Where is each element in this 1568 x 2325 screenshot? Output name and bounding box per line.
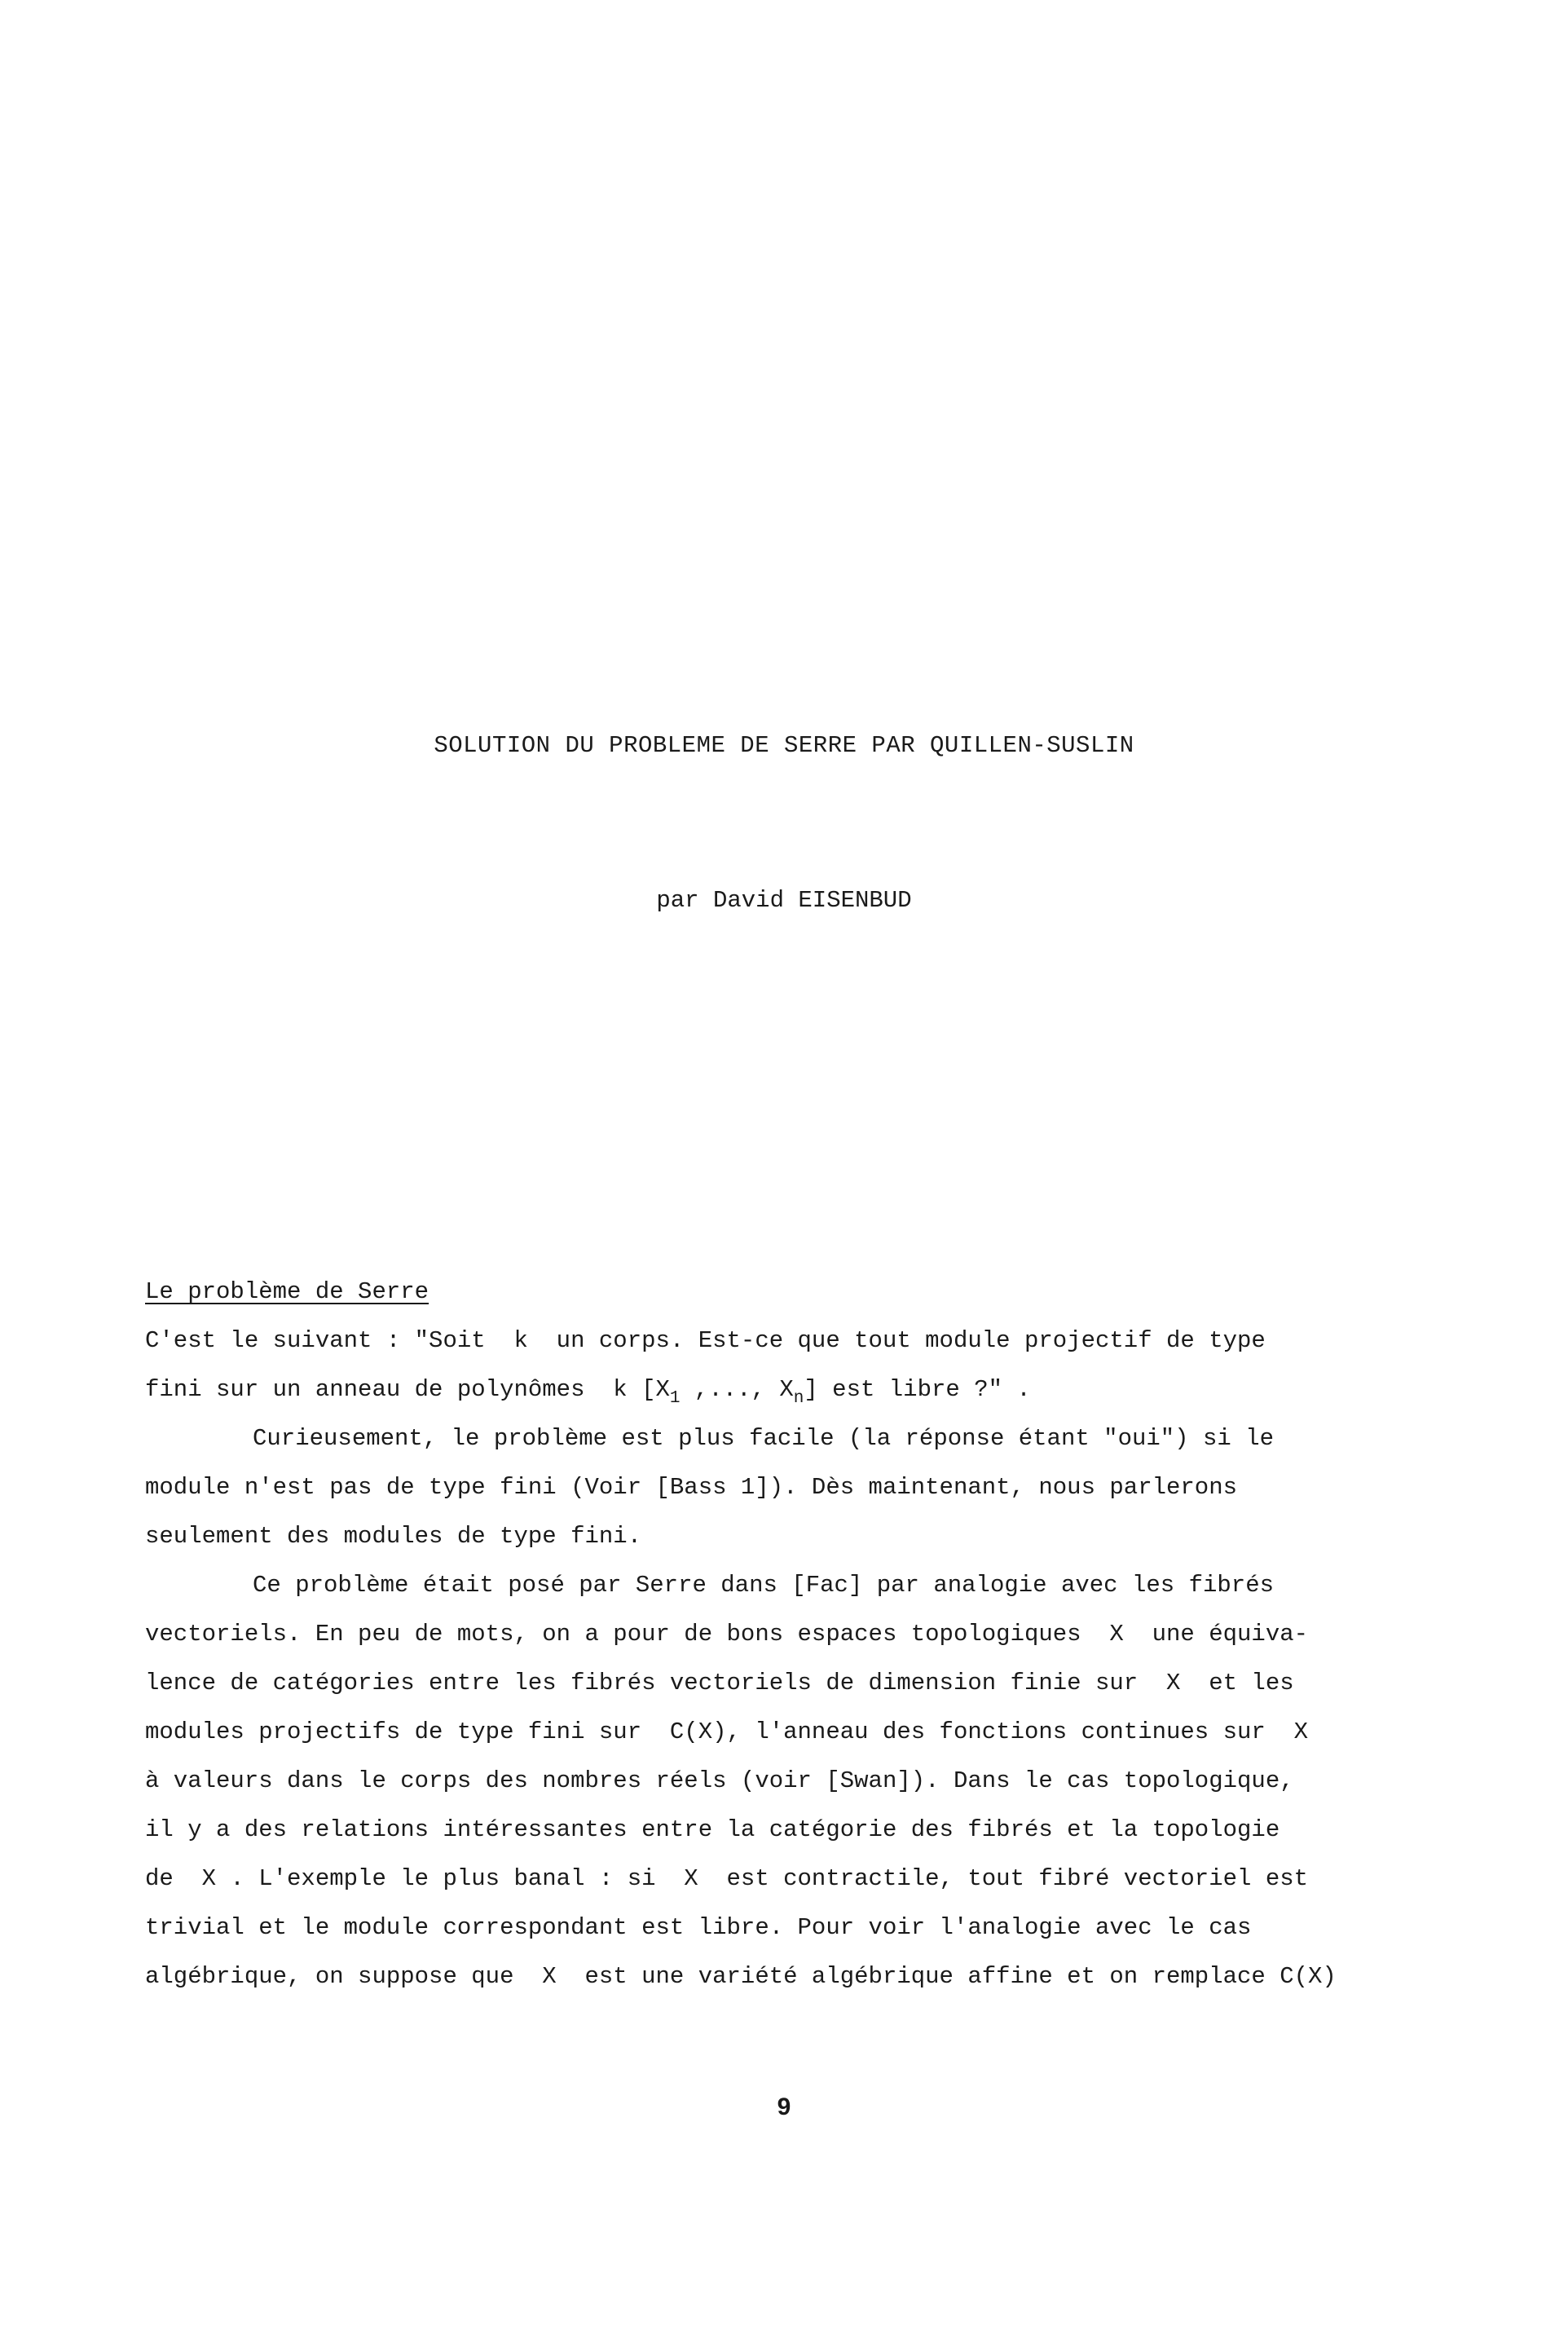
paragraph-3-line-1: Ce problème était posé par Serre dans [Fac] par analogie avec les fibrés [253, 1572, 1275, 1599]
paragraph-3-line-2: vectoriels. En peu de mots, on a pour de bons espaces topologiques X une équiva- [145, 1621, 1309, 1648]
subscript-n: n [793, 1389, 804, 1408]
line-text: fini sur un anneau de polynômes k [X [145, 1376, 670, 1403]
paragraph-3-line-3: lence de catégories entre les fibrés vectoriels de dimension finie sur X et les [145, 1670, 1294, 1696]
paragraph-3-line-5: à valeurs dans le corps des nombres réels (voir [Swan]). Dans le cas topologique, [145, 1767, 1294, 1794]
page-number: 9 [777, 2093, 791, 2120]
paragraph-1-line-2 [145, 1365, 1441, 1414]
paragraph-3-line-9: algébrique, on suppose que X est une variété algébrique affine et on remplace C(X) [145, 1963, 1337, 1990]
paragraph-3-line-6: il y a des relations intéressantes entre la catégorie des fibrés et la topologie [145, 1816, 1280, 1843]
paragraph-2-line-1: Curieusement, le problème est plus facile (la réponse étant "oui") si le [253, 1425, 1275, 1452]
author-line: par David EISENBUD [656, 887, 912, 914]
paragraph-2-line-3: seulement des modules de type fini. [145, 1523, 642, 1550]
body-text [145, 1268, 1441, 2001]
paragraph-2-line-2: module n'est pas de type fini (Voir [Bass 1]). Dès maintenant, nous parlerons [145, 1474, 1238, 1501]
line-text: ,..., X [680, 1376, 794, 1403]
subscript-1: 1 [669, 1389, 680, 1408]
line-text: ] est libre ?" . [804, 1376, 1031, 1403]
paragraph-3-line-7: de X . L'exemple le plus banal : si X est contractile, tout fibré vectoriel est [145, 1865, 1309, 1892]
document-title: SOLUTION DU PROBLEME DE SERRE PAR QUILLEN-SUSLIN [434, 732, 1134, 759]
paragraph-3-line-8: trivial et le module correspondant est libre. Pour voir l'analogie avec le cas [145, 1914, 1252, 1941]
paragraph-1-line-1: C'est le suivant : "Soit k un corps. Est-ce que tout module projectif de type [145, 1327, 1266, 1354]
paragraph-3-line-4: modules projectifs de type fini sur C(X), l'anneau des fonctions continues sur X [145, 1718, 1309, 1745]
section-heading: Le problème de Serre [145, 1278, 429, 1305]
